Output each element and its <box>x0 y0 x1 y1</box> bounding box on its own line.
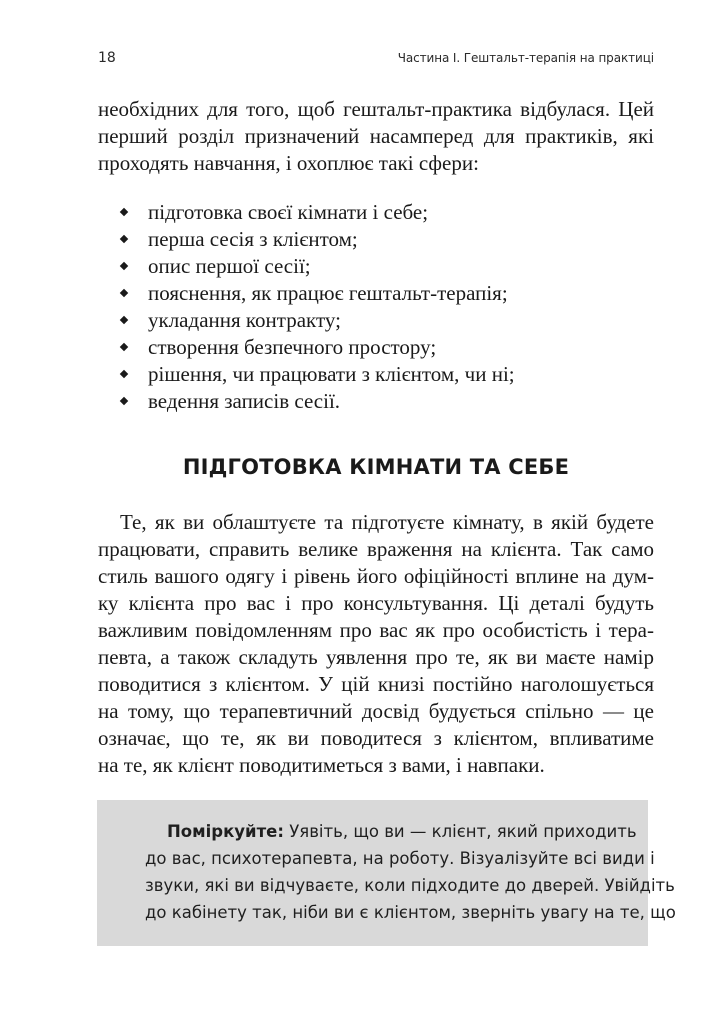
section-heading: ПІДГОТОВКА КІМНАТИ ТА СЕБЕ <box>182 455 570 479</box>
paragraph-line: на тому, що терапевтичний досвід будується спільно — це <box>98 699 654 723</box>
list-item <box>119 253 639 280</box>
list-item-text: опис першої сесії; <box>148 254 311 278</box>
list-item <box>119 307 639 334</box>
diamond-bullet-icon <box>120 289 128 297</box>
list-item-text: перша сесія з клієнтом; <box>148 227 358 251</box>
reflection-line: до кабінету так, ніби ви є клієнтом, зверніть увагу на те, що <box>145 903 676 922</box>
diamond-bullet-icon <box>120 397 128 405</box>
paragraph-line: поводитися з клієнтом. У цій книзі постійно наголошується <box>98 672 654 696</box>
paragraph-line: важливим повідомленням про вас як про особистість і тера- <box>98 618 654 642</box>
reflection-line: до вас, психотерапевта, на роботу. Візуалізуйте всі види і <box>145 849 655 868</box>
section-paragraph <box>98 509 654 779</box>
diamond-bullet-icon <box>120 343 128 351</box>
paragraph-line: стиль вашого одягу і рівень його офіційності вплине на дум- <box>98 564 654 588</box>
diamond-bullet-icon <box>120 370 128 378</box>
list-item-text: створення безпечного простору; <box>148 335 437 359</box>
list-item-text: ведення записів сесії. <box>148 389 341 413</box>
list-item <box>119 361 639 388</box>
intro-line: проходять навчання, і охоплює такі сфери: <box>98 151 479 175</box>
list-item-text: рішення, чи працювати з клієнтом, чи ні; <box>148 362 515 386</box>
list-item <box>119 199 639 226</box>
intro-paragraph <box>98 96 654 177</box>
diamond-bullet-icon <box>120 262 128 270</box>
paragraph-line: Те, як ви облаштуєте та підготуєте кімнату, в якій будете <box>120 510 654 534</box>
list-item-text: підготовка своєї кімнати і себе; <box>148 200 429 224</box>
list-item <box>119 226 639 253</box>
reflection-line: звуки, які ви відчуваєте, коли підходите до дверей. Увійдіть <box>145 876 675 895</box>
reflection-first-line-text: Уявіть, що ви — клієнт, який приходить <box>283 822 637 841</box>
page-number: 18 <box>98 50 116 66</box>
paragraph-line: на те, як клієнт поводитиметься з вами, і навпаки. <box>98 753 545 777</box>
list-item-text: укладання контракту; <box>148 308 341 332</box>
diamond-bullet-icon <box>120 235 128 243</box>
paragraph-line: працювати, справить велике враження на клієнта. Так само <box>98 537 654 561</box>
paragraph-line: означає, що те, як ви поводитеся з клієнтом, впливатиме <box>98 726 654 750</box>
diamond-bullet-icon <box>120 208 128 216</box>
reflection-box <box>97 800 676 946</box>
diamond-bullet-icon <box>120 316 128 324</box>
topics-list <box>119 199 639 415</box>
list-item <box>119 280 639 307</box>
list-item-text: пояснення, як працює гештальт-терапія; <box>148 281 508 305</box>
reflection-first-line <box>145 818 637 845</box>
running-head: Частина І. Гештальт-терапія на практиці <box>397 51 654 65</box>
list-item <box>119 334 639 361</box>
list-item <box>119 388 639 415</box>
reflection-text <box>145 818 676 926</box>
paragraph-line: ку клієнта про вас і про консультування. Ці деталі будуть <box>98 591 654 615</box>
intro-line: перший розділ призначений насамперед для практиків, які <box>98 124 654 148</box>
intro-line: необхідних для того, щоб гештальт-практика відбулася. Цей <box>98 97 654 121</box>
paragraph-line: певта, а також складуть уявлення про те, як ви маєте намір <box>98 645 654 669</box>
page-header <box>98 50 654 72</box>
reflection-label: Поміркуйте: <box>167 822 284 841</box>
